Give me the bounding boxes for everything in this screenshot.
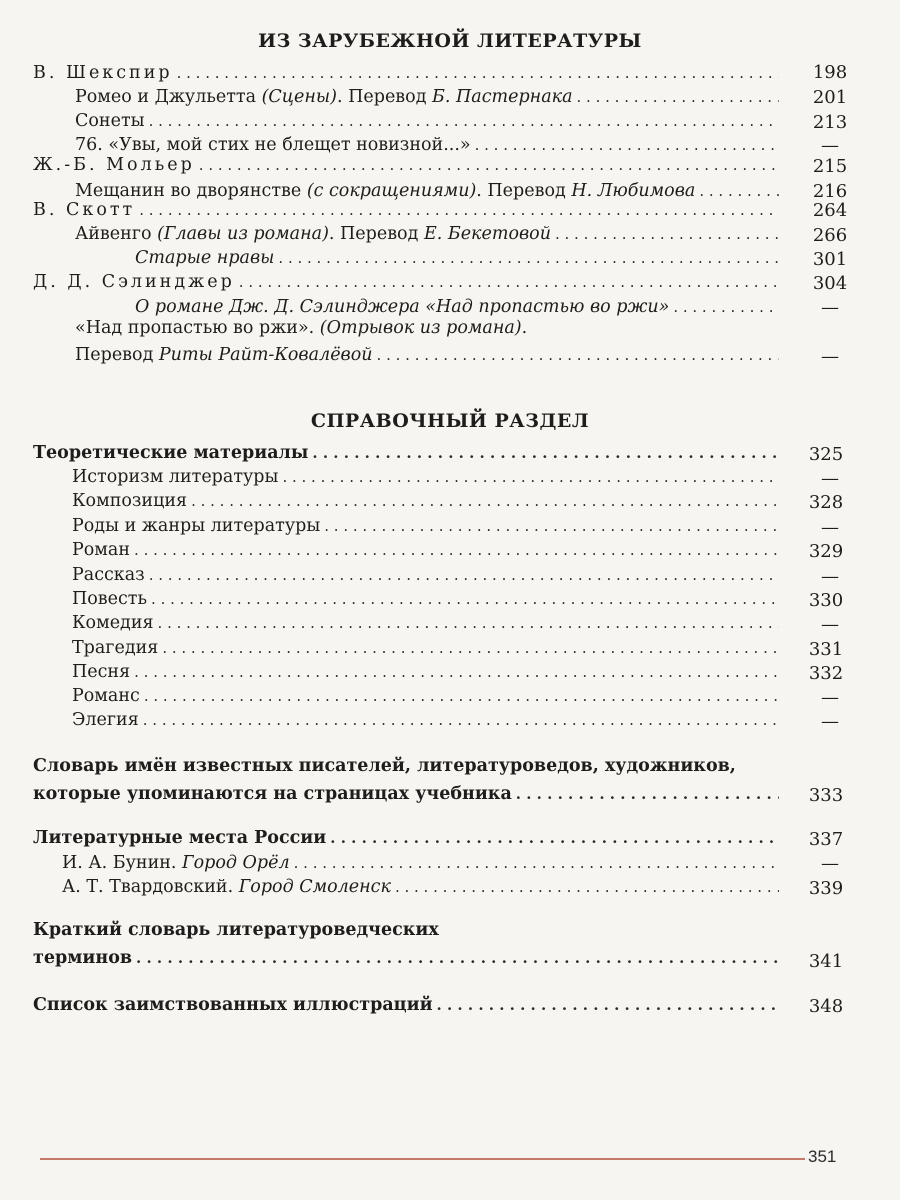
page-number: 328 [808, 492, 844, 513]
page-number: 266 [812, 225, 848, 246]
work-note: (Отрывок из романа) [319, 318, 522, 338]
page-number: 337 [808, 829, 844, 850]
leader-dots [177, 62, 779, 84]
work-note: (Сцены) [261, 87, 337, 107]
leader-dots [324, 515, 779, 537]
page-number: 339 [808, 878, 844, 899]
toc-subentry [72, 462, 783, 488]
footer-rule [40, 1158, 805, 1160]
page-number: — [821, 297, 839, 318]
translator-name: Риты Райт-Ковалёвой [158, 345, 373, 365]
leader-dots [136, 947, 779, 969]
entry-title: Роды и жанры литературы [72, 516, 321, 536]
entry-title: Роман [72, 540, 131, 560]
toc-entry-old-manners [135, 243, 783, 269]
page-number: 333 [808, 785, 844, 806]
place-name: Город Орёл [182, 853, 290, 873]
page-number: 329 [808, 541, 844, 562]
toc-subentry-bunin [62, 848, 783, 874]
toc-entry-places [33, 823, 783, 849]
translation-label: . Перевод [337, 87, 433, 107]
leader-dots [149, 110, 779, 132]
leader-dots [158, 612, 779, 634]
leader-dots [516, 783, 779, 805]
entry-title: Повесть [72, 589, 148, 609]
toc-entry-ivanhoe [75, 219, 783, 245]
author-name: И. А. Бунин. [62, 853, 183, 873]
leader-dots [294, 852, 779, 874]
translation-label: Перевод [75, 345, 159, 365]
toc-entry-shakespeare [33, 58, 783, 84]
page-number: — [821, 346, 839, 367]
page-number: 330 [808, 590, 844, 611]
translation-label: . Перевод [476, 181, 572, 201]
leader-dots [162, 637, 779, 659]
page-number: 215 [812, 156, 848, 177]
leader-dots [134, 661, 779, 683]
toc-entry-about-novel [135, 292, 783, 318]
toc-subentry [72, 633, 783, 659]
toc-subentry [72, 608, 783, 634]
leader-dots [312, 442, 779, 464]
work-note: (Главы из романа) [157, 224, 329, 244]
leader-dots [143, 709, 779, 731]
entry-title: Рассказ [72, 565, 145, 585]
work-title: О романе Дж. Д. Сэлинджера «Над пропастью во ржи» [135, 297, 670, 317]
entry-title: которые упоминаются на страницах учебника [33, 784, 512, 804]
toc-entry-scott [33, 195, 783, 221]
page-number: 304 [812, 273, 848, 294]
page-number: 301 [812, 249, 848, 270]
leader-dots [555, 223, 779, 245]
punctuation: . [521, 318, 528, 338]
toc-entry-sonnets [75, 106, 783, 132]
work-title: Айвенго [75, 224, 158, 244]
entry-title: Список заимствованных иллюстраций [33, 995, 433, 1015]
entry-title: Элегия [72, 710, 139, 730]
entry-title: Теоретические материалы [33, 443, 309, 463]
page-number: 216 [812, 181, 848, 202]
toc-entry-dictionary-names [33, 779, 783, 805]
toc-subentry [72, 657, 783, 683]
toc-subentry [72, 535, 783, 561]
entry-title: Литературные места России [33, 828, 327, 848]
entry-title: Трагедия [72, 638, 159, 658]
work-note: (с сокращениями) [306, 181, 477, 201]
work-title: Мещанин во дворянстве [75, 181, 307, 201]
page-number: 341 [808, 951, 844, 972]
leader-dots [395, 876, 779, 898]
page-number: — [821, 711, 839, 732]
page-number: 264 [812, 200, 848, 221]
leader-dots [577, 86, 779, 108]
toc-subentry [72, 681, 783, 707]
entry-title: терминов [33, 948, 133, 968]
toc-entry-borrowed [33, 990, 783, 1016]
leader-dots [239, 271, 779, 293]
page-number: — [821, 614, 839, 635]
page-number: — [821, 687, 839, 708]
entry-title: Историзм литературы [72, 467, 279, 487]
translation-label: . Перевод [328, 224, 424, 244]
leader-dots [151, 588, 779, 610]
toc-subentry-tvardovsky [62, 872, 783, 898]
leader-dots [191, 490, 779, 512]
leader-dots [144, 685, 779, 707]
page-number: — [821, 853, 839, 874]
page-number: 201 [812, 87, 848, 108]
entry-title: Песня [72, 662, 131, 682]
toc-subentry [72, 560, 783, 586]
toc-entry-catcher-translation [75, 340, 783, 366]
leader-dots [139, 199, 779, 221]
page-number: 331 [808, 639, 844, 660]
page-number: 325 [808, 444, 844, 465]
work-title: Ромео и Джульетта [75, 87, 262, 107]
work-title: 76. «Увы, мой стих не блещет новизной...» [75, 135, 471, 155]
toc-entry-moliere [33, 150, 783, 176]
toc-entry-theory [33, 438, 783, 464]
author-name: Ж.-Б. Мольер [33, 155, 195, 175]
section-title-reference: СПРАВОЧНЫЙ РАЗДЕЛ [310, 410, 590, 432]
translator-name: Н. Любимова [571, 181, 696, 201]
translator-name: Е. Бекетовой [423, 224, 551, 244]
toc-entry-terms-line1: Краткий словарь литературоведческих [33, 920, 439, 940]
toc-subentry [72, 705, 783, 731]
toc-subentry [72, 511, 783, 537]
author-name: А. Т. Твардовский. [62, 877, 239, 897]
work-title: Сонеты [75, 111, 145, 131]
page-number: — [821, 566, 839, 587]
folio-page-number: 351 [808, 1147, 837, 1166]
work-title: Старые нравы [135, 248, 275, 268]
place-name: Город Смоленск [238, 877, 391, 897]
work-title: «Над пропастью во ржи». [75, 318, 320, 338]
leader-dots [278, 247, 779, 269]
toc-entry-dictionary-names-line1: Словарь имён известных писателей, литературоведов, художников, [33, 756, 736, 776]
page-number: — [821, 517, 839, 538]
leader-dots [134, 539, 779, 561]
page-number: — [821, 135, 839, 156]
leader-dots [282, 466, 779, 488]
page-number: 332 [808, 663, 844, 684]
leader-dots [199, 154, 779, 176]
toc-entry-terms [33, 943, 783, 969]
page-number: — [821, 468, 839, 489]
author-name: Д. Д. Сэлинджер [33, 272, 235, 292]
section-title-foreign: ИЗ ЗАРУБЕЖНОЙ ЛИТЕРАТУРЫ [258, 30, 642, 52]
author-name: В. Шекспир [33, 63, 173, 83]
toc-entry-salinger [33, 267, 783, 293]
entry-title: Комедия [72, 613, 154, 633]
toc-entry-catcher [75, 318, 527, 338]
leader-dots [149, 564, 779, 586]
entry-title: Композиция [72, 491, 188, 511]
leader-dots [330, 827, 779, 849]
entry-title: Романс [72, 686, 140, 706]
leader-dots [437, 994, 779, 1016]
page-number: 198 [812, 62, 848, 83]
leader-dots [377, 344, 779, 366]
toc-subentry [72, 486, 783, 512]
page-number: 348 [808, 996, 844, 1017]
author-name: В. Скотт [33, 200, 136, 220]
page-number: 213 [812, 112, 848, 133]
toc-entry-romeo [75, 82, 783, 108]
translator-name: Б. Пастернака [432, 87, 573, 107]
toc-subentry [72, 584, 783, 610]
leader-dots [673, 296, 779, 318]
